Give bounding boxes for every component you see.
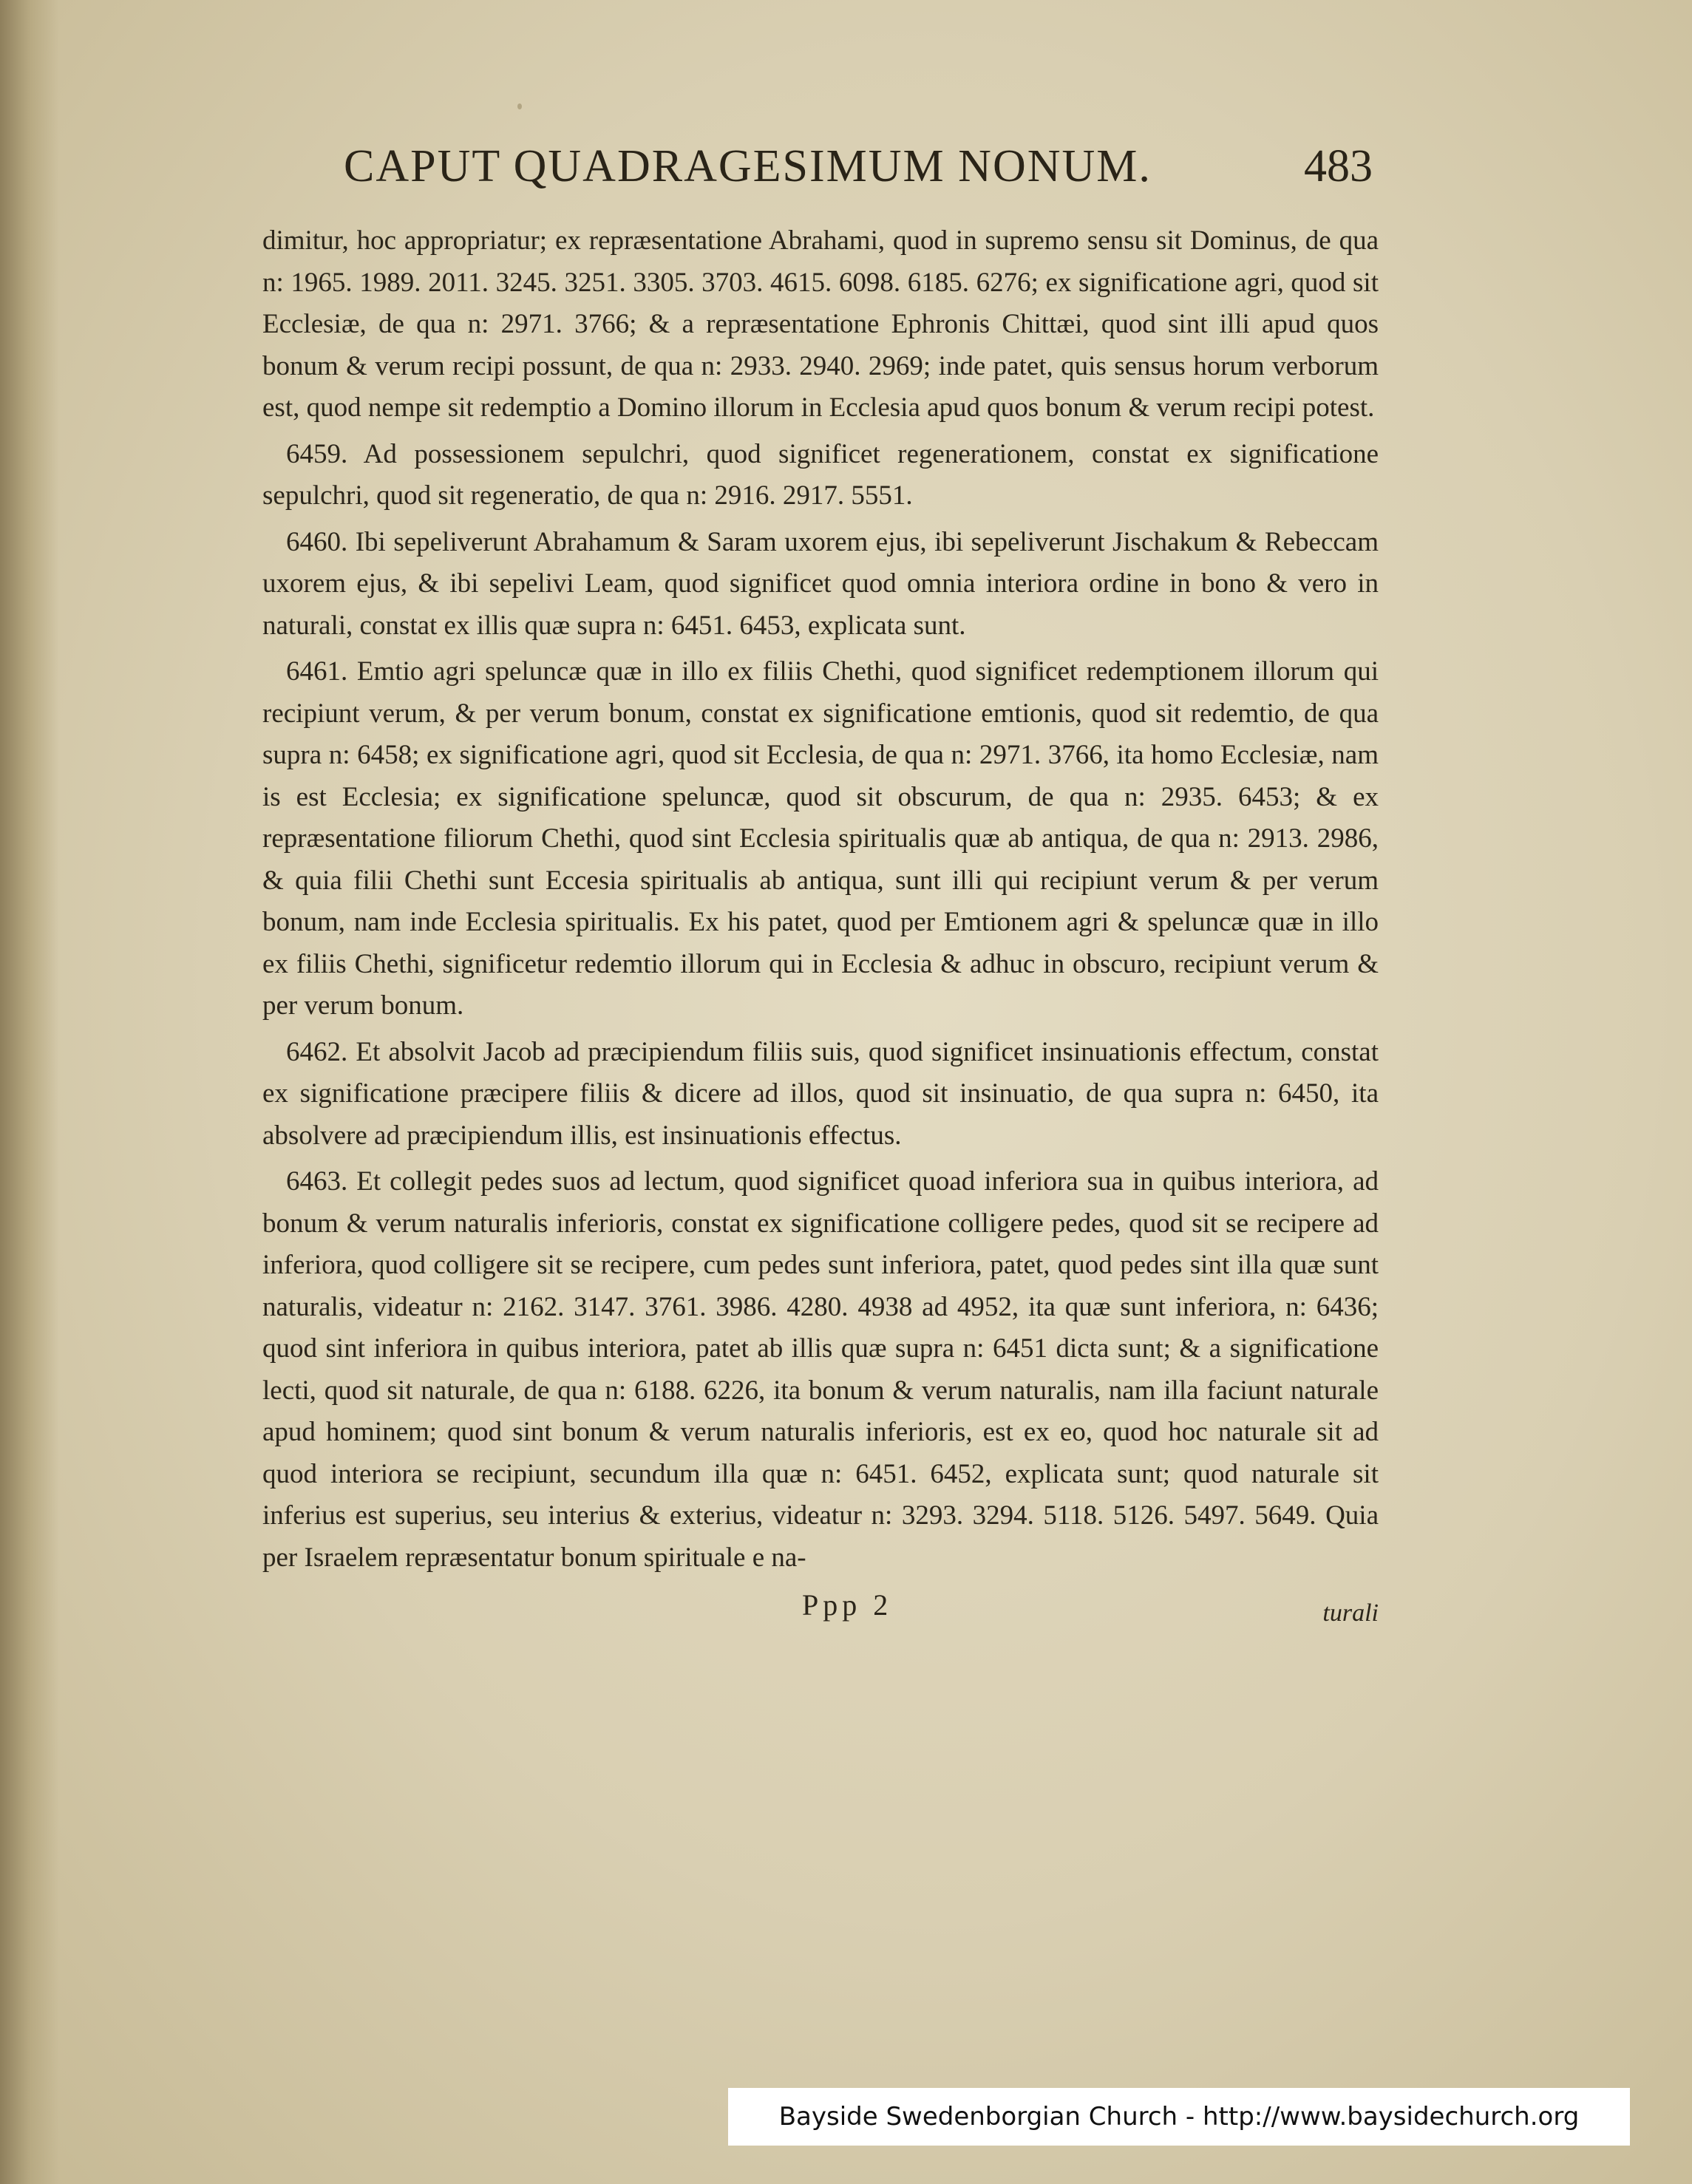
page-binding-edge	[0, 0, 59, 2184]
running-head	[262, 133, 1379, 214]
paragraph-6463: 6463. Et collegit pedes suos ad lectum, quod significet quoad inferiora sua in quibus interiora, ad bonum & verum naturalis inferioris, constat ex significatione colligere pedes, quod sit se recipere ad inferiora, quod colligere sit se recipere, cum pedes sunt inferiora, patet, quod pedes sint illa quæ sunt naturalis, videatur n: 2162. 3147. 3761. 3986. 4280. 4938 ad 4952, ita quæ sunt inferiora, n: 6436; quod sint inferiora in quibus interiora, patet ab illis quæ supra n: 6451 dicta sunt; & a significatione lecti, quod sit naturale, de qua n: 6188. 6226, ita bonum & verum naturalis, nam illa faciunt naturale apud hominem; quod sint bonum & verum naturalis inferioris, est ex eo, quod hoc naturale sit ad quod interiora se recipiunt, secundum illa quæ n: 6451. 6452, explicata sunt; quod naturale sit inferius est superius, seu interius & exterius, videatur n: 3293. 3294. 5118. 5126. 5497. 5649. Quia per Israelem repræsentatur bonum spirituale e na-	[262, 1166, 1379, 1573]
watermark-caption: Bayside Swedenborgian Church - http://www.baysidechurch.org	[728, 2088, 1630, 2146]
book-page	[262, 133, 1379, 1892]
chapter-title: CAPUT QUADRAGESIMUM NONUM.	[344, 141, 1152, 191]
body-text	[262, 220, 1379, 1579]
signature-mark: Ppp 2	[802, 1588, 893, 1622]
paragraph-6462: 6462. Et absolvit Jacob ad præcipiendum filiis suis, quod significet insinuationis effectum, constat ex significatione præcipere filiis & dicere ad illos, quod sit insinuatio, de qua supra n: 6450, ita absolvere ad præcipiendum illis, est insinuationis effectus.	[262, 1036, 1379, 1151]
paragraph-6459: 6459. Ad possessionem sepulchri, quod significet regenerationem, constat ex significatione sepulchri, quod sit regeneratio, de qua n: 2916. 2917. 5551.	[262, 438, 1379, 511]
paragraph-6461: 6461. Emtio agri speluncæ quæ in illo ex filiis Chethi, quod significet redemptionem illorum qui recipiunt verum, & per verum bonum, constat ex significatione emtionis, quod sit redemtio, de qua supra n: 6458; ex significatione agri, quod sit Ecclesia, de qua n: 2971. 3766, ita homo Ecclesiæ, nam is est Ecclesia; ex significatione speluncæ, quod sit obscurum, de qua n: 2935. 6453; & ex repræsentatione filiorum Chethi, quod sint Ecclesia spiritualis quæ ab antiqua, de qua n: 2913. 2986, & quia filii Chethi sunt Eccesia spiritualis ab antiqua, sunt illi qui recipiunt verum & per verum bonum, nam inde Ecclesia spiritualis. Ex his patet, quod per Emtionem agri & speluncæ quæ in illo ex filiis Chethi, significetur redemtio illorum qui in Ecclesia & adhuc in obscuro, recipiunt verum & per verum bonum.	[262, 656, 1379, 1021]
paragraph-continuation: dimitur, hoc appropriatur; ex repræsentatione Abrahami, quod in supremo sensu sit Dominus, de qua n: 1965. 1989. 2011. 3245. 3251. 3305. 3703. 4615. 6098. 6185. 6276; ex significatione agri, quod sit Ecclesiæ, de qua n: 2971. 3766; & a repræsentatione Ephronis Chittæi, quod sint illi apud quos bonum & verum recipi possunt, de qua n: 2933. 2940. 2969; inde patet, quis sensus horum verborum est, quod nempe sit redemptio a Domino illorum in Ecclesia apud quos bonum & verum recipi potest.	[262, 225, 1379, 423]
page-number: 483	[1304, 141, 1373, 191]
paper-speck	[517, 103, 522, 109]
catchword: turali	[1322, 1599, 1379, 1627]
page-footer	[262, 1583, 1379, 1635]
paragraph-6460: 6460. Ibi sepeliverunt Abrahamum & Saram uxorem ejus, ibi sepeliverunt Jischakum & Rebeccam uxorem ejus, & ibi sepelivi Leam, quod significet quod omnia interiora ordine in bono & vero in naturali, constat ex illis quæ supra n: 6451. 6453, explicata sunt.	[262, 526, 1379, 641]
